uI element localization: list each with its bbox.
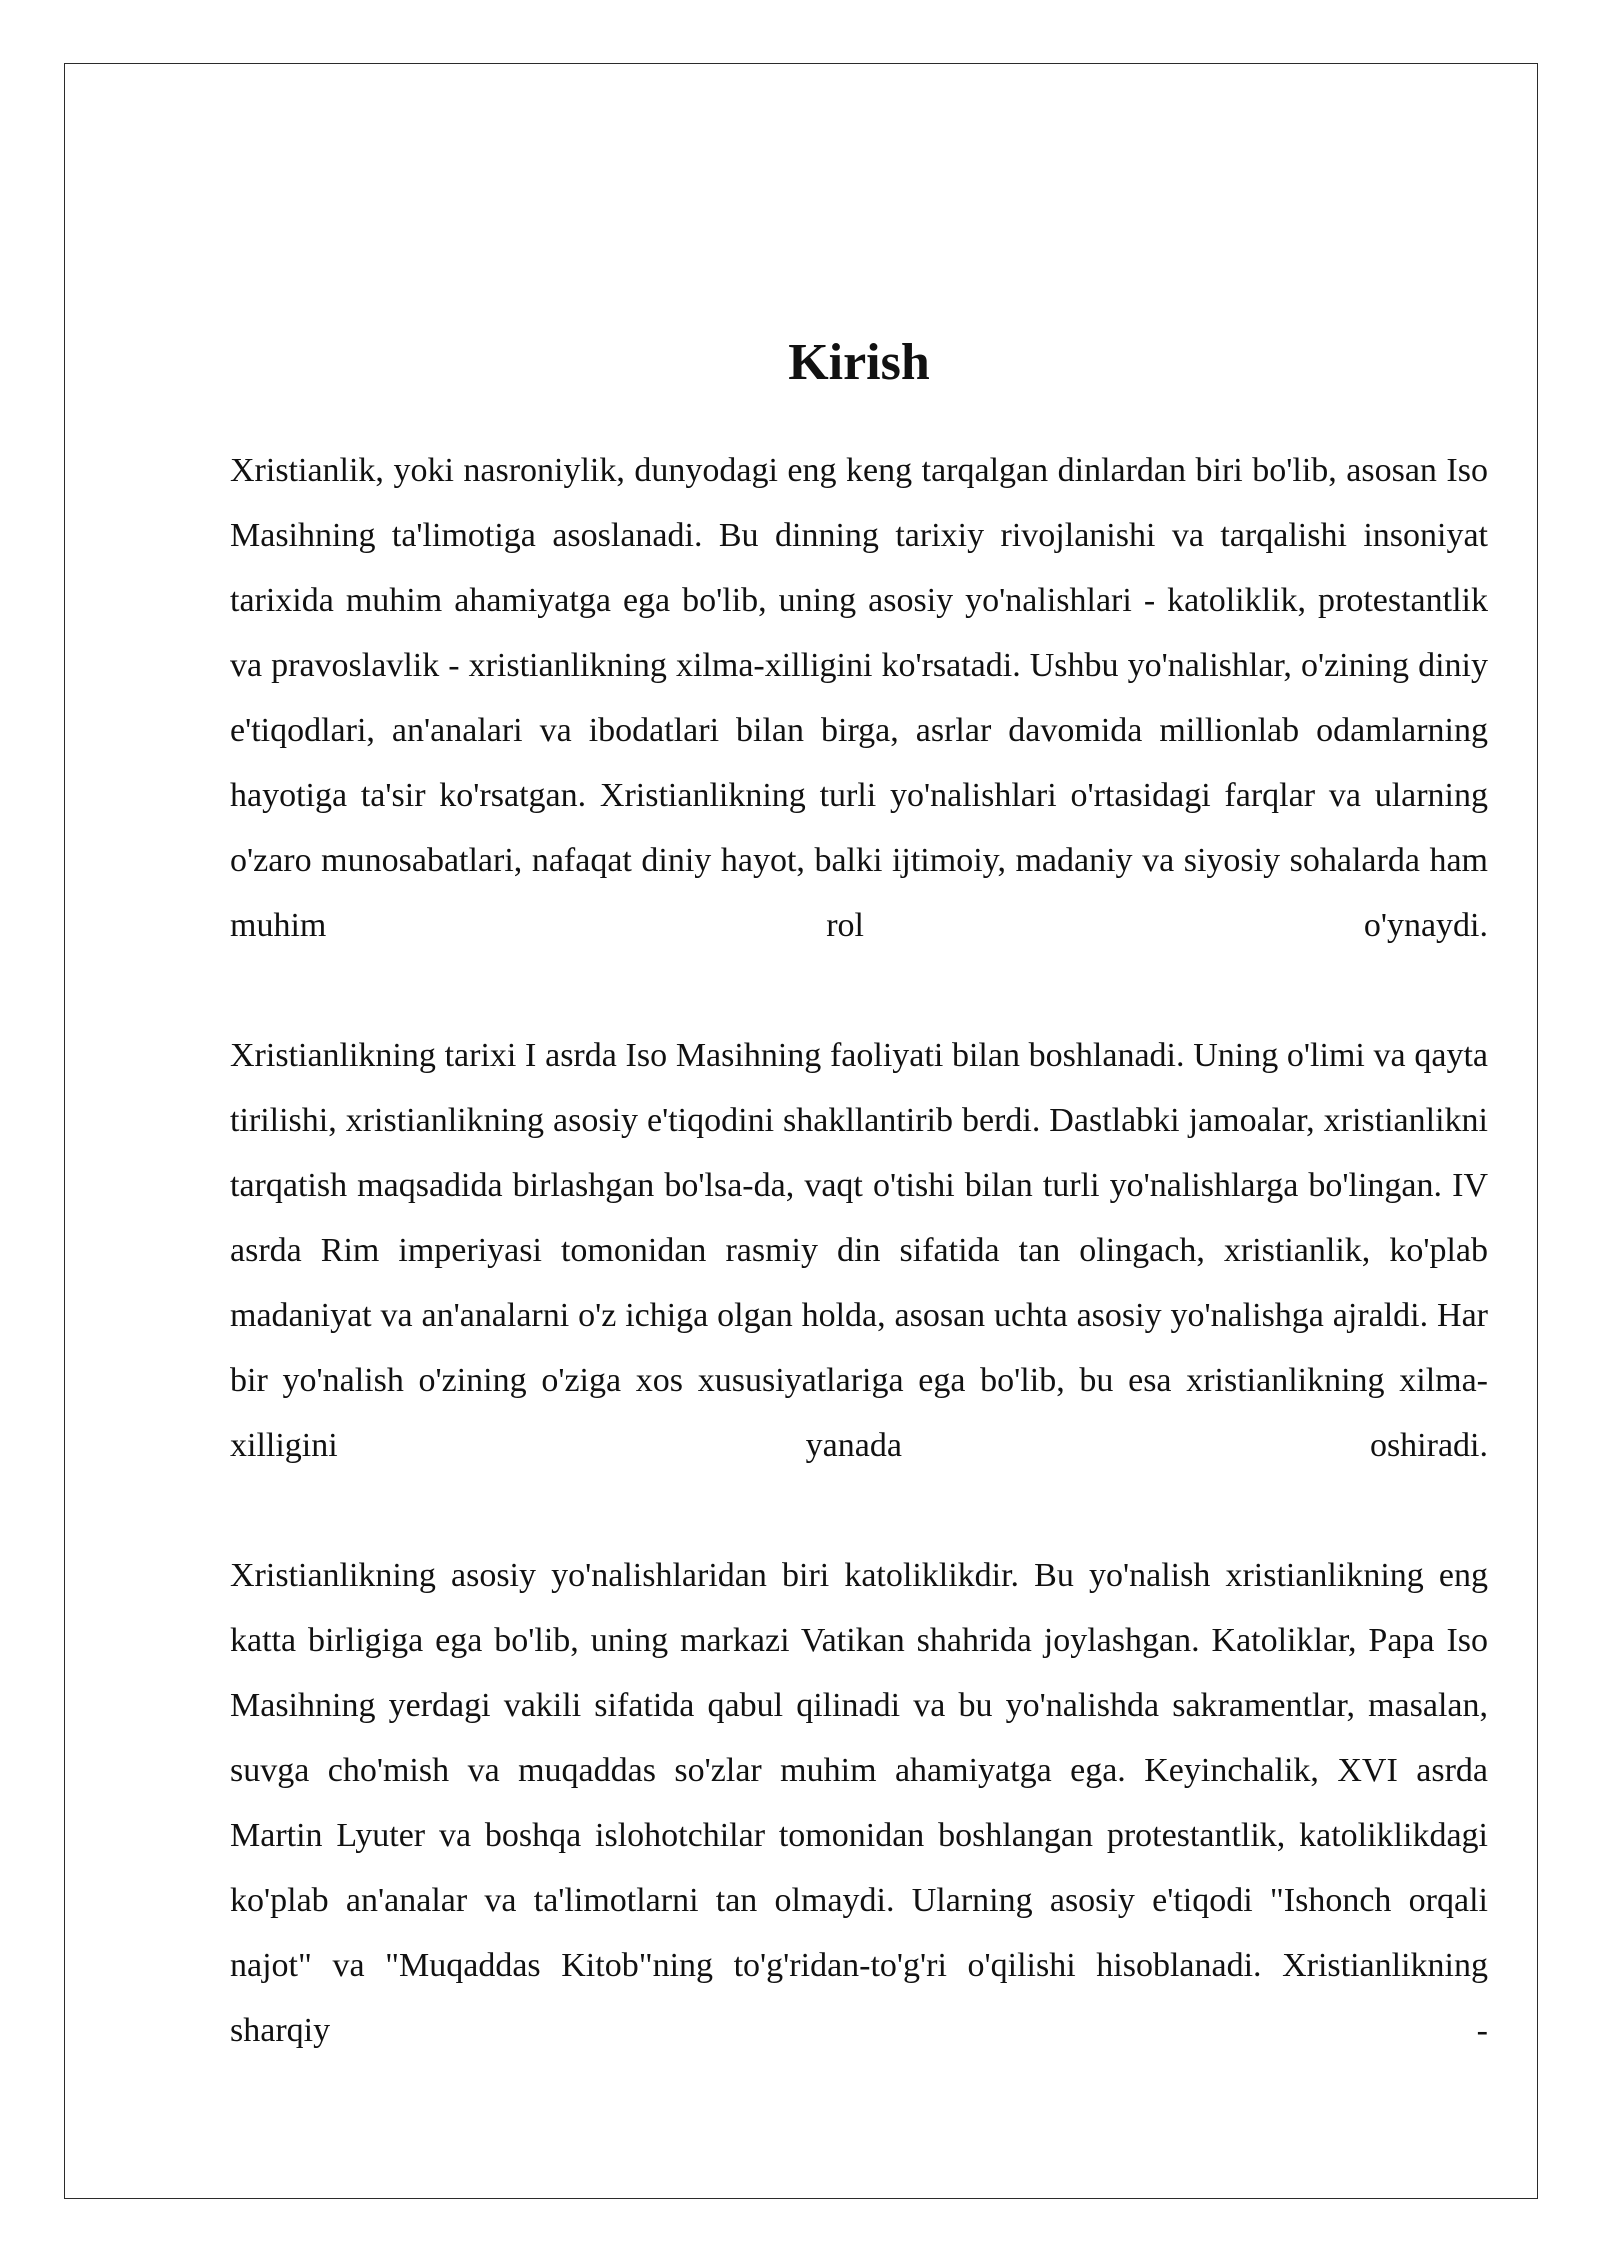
paragraph-1: Xristianlik, yoki nasroniylik, dunyodagi eng keng tarqalgan dinlardan biri bo'lib, asosan Iso Masihning ta'limotiga asoslanadi. Bu dinning tarixiy rivojlanishi va tarqalishi insoniyat tarixida muhim ahamiyatga ega bo'lib, uning asosiy yo'nalishlari - katoliklik, protestantlik va pravoslavlik - xristianlikning xilma-xilligini ko'rsatadi. Ushbu yo'nalishlar, o'zining diniy e'tiqodlari, an'analari va ibodatlari bilan birga, asrlar davomida millionlab odamlarning hayotiga ta'sir ko'rsatgan. Xristianlikning turli yo'nalishlari o'rtasidagi farqlar va ularning o'zaro munosabatlari, nafaqat diniy hayot, balki ijtimoiy, madaniy va siyosiy sohalarda ham muhim rol o'ynaydi. xyxy=(230,452,1488,944)
paragraph-3: Xristianlikning asosiy yo'nalishlaridan biri katoliklikdir. Bu yo'nalish xristianlikning eng katta birligiga ega bo'lib, uning markazi Vatikan shahrida joylashgan. Katoliklar, Papa Iso Masihning yerdagi vakili sifatida qabul qilinadi va bu yo'nalishda sakramentlar, masalan, suvga cho'mish va muqaddas so'zlar muhim ahamiyatga ega. Keyinchalik, XVI asrda Martin Lyuter va boshqa islohotchilar tomonidan boshlangan protestantlik, katoliklikdagi ko'plab an'analar va ta'limotlarni tan olmaydi. Ularning asosiy e'tiqodi "Ishonch orqali najot" va "Muqaddas Kitob"ning to'g'ridan-to'g'ri o'qilishi hisoblanadi. Xristianlikning sharqiy - xyxy=(230,1557,1488,2049)
page-title: Kirish xyxy=(788,334,930,391)
paragraph-2: Xristianlikning tarixi I asrda Iso Masihning faoliyati bilan boshlanadi. Uning o'limi va qayta tirilishi, xristianlikning asosiy e'tiqodini shakllantirib berdi. Dastlabki jamoalar, xristianlikni tarqatish maqsadida birlashgan bo'lsa-da, vaqt o'tishi bilan turli yo'nalishlarga bo'lingan. IV asrda Rim imperiyasi tomonidan rasmiy din sifatida tan olingach, xristianlik, ko'plab madaniyat va an'analarni o'z ichiga olgan holda, asosan uchta asosiy yo'nalishga ajraldi. Har bir yo'nalish o'zining o'ziga xos xususiyatlariga ega bo'lib, bu esa xristianlikning xilma-xilligini yanada oshiradi. xyxy=(230,1037,1488,1464)
document-body xyxy=(230,318,1488,2063)
